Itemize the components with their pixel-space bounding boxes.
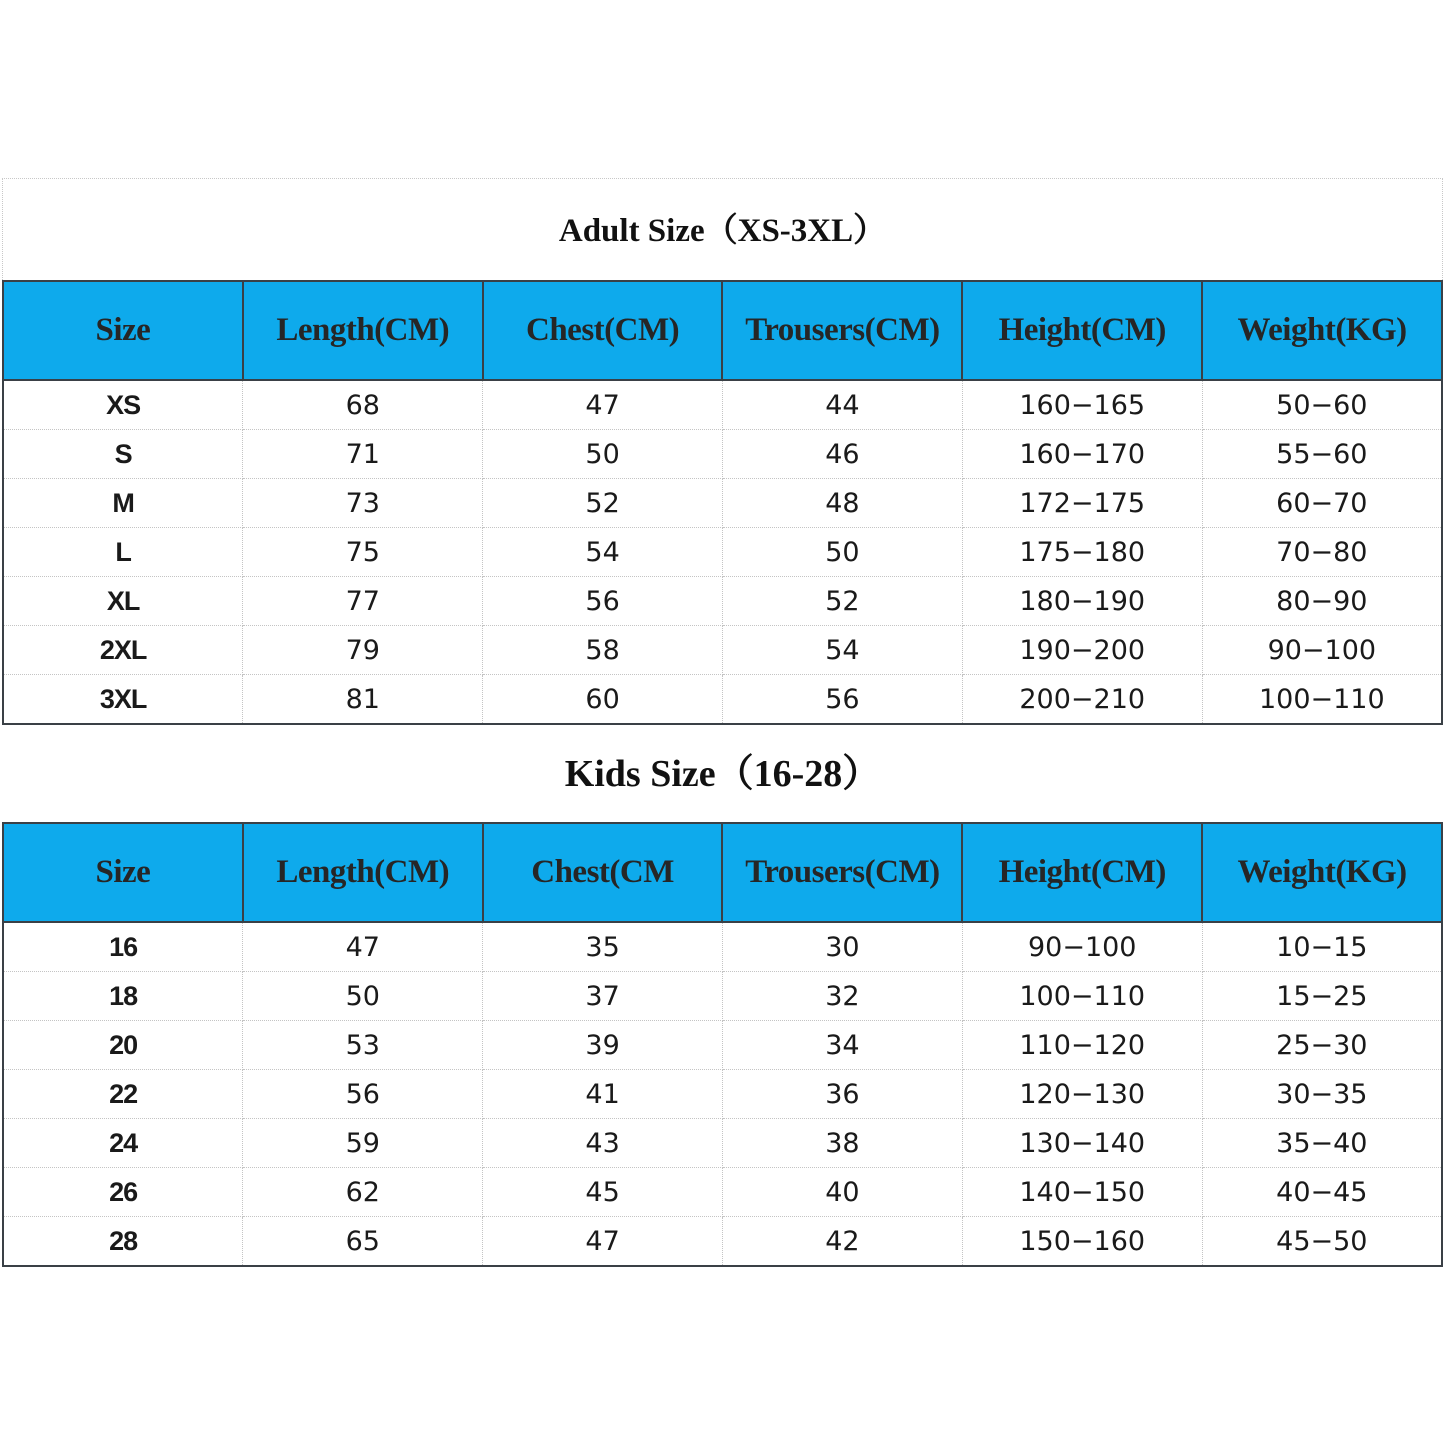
- column-header: Trousers(CM): [722, 823, 962, 922]
- table-cell: 110−120: [962, 1021, 1202, 1070]
- table-cell: 32: [722, 972, 962, 1021]
- table-cell: 10−15: [1202, 922, 1442, 972]
- size-cell: S: [3, 430, 243, 479]
- table-cell: 43: [483, 1119, 723, 1168]
- table-cell: 47: [483, 1217, 723, 1267]
- table-cell: 35−40: [1202, 1119, 1442, 1168]
- table-cell: 77: [243, 577, 483, 626]
- table-row: [3, 1119, 1442, 1168]
- table-cell: 56: [483, 577, 723, 626]
- table-cell: 41: [483, 1070, 723, 1119]
- table-cell: 39: [483, 1021, 723, 1070]
- table-cell: 68: [243, 380, 483, 430]
- table-cell: 50: [483, 430, 723, 479]
- table-row: [3, 675, 1442, 725]
- table-cell: 56: [243, 1070, 483, 1119]
- table-cell: 79: [243, 626, 483, 675]
- column-header: Height(CM): [962, 823, 1202, 922]
- column-header: Weight(KG): [1202, 281, 1442, 380]
- size-cell: 26: [3, 1168, 243, 1217]
- table-cell: 62: [243, 1168, 483, 1217]
- column-header: Weight(KG): [1202, 823, 1442, 922]
- size-cell: L: [3, 528, 243, 577]
- table-row: [3, 1217, 1442, 1267]
- table-cell: 140−150: [962, 1168, 1202, 1217]
- table-cell: 59: [243, 1119, 483, 1168]
- table-cell: 50−60: [1202, 380, 1442, 430]
- column-header: Size: [3, 281, 243, 380]
- table-row: [3, 528, 1442, 577]
- table-cell: 150−160: [962, 1217, 1202, 1267]
- size-cell: 24: [3, 1119, 243, 1168]
- table-cell: 50: [243, 972, 483, 1021]
- table-cell: 175−180: [962, 528, 1202, 577]
- header-row: [3, 823, 1442, 922]
- table-cell: 52: [722, 577, 962, 626]
- column-header: Height(CM): [962, 281, 1202, 380]
- table-cell: 37: [483, 972, 723, 1021]
- table-cell: 46: [722, 430, 962, 479]
- table-cell: 60: [483, 675, 723, 725]
- table-cell: 45: [483, 1168, 723, 1217]
- table-cell: 65: [243, 1217, 483, 1267]
- table-cell: 15−25: [1202, 972, 1442, 1021]
- table-cell: 42: [722, 1217, 962, 1267]
- table-cell: 50: [722, 528, 962, 577]
- adult-size-title: Adult Size（XS-3XL）: [2, 178, 1443, 280]
- table-cell: 73: [243, 479, 483, 528]
- table-cell: 45−50: [1202, 1217, 1442, 1267]
- table-cell: 47: [243, 922, 483, 972]
- table-cell: 54: [483, 528, 723, 577]
- table-cell: 55−60: [1202, 430, 1442, 479]
- header-row: [3, 281, 1442, 380]
- table-cell: 160−170: [962, 430, 1202, 479]
- kids-size-table: [2, 822, 1443, 1267]
- table-cell: 81: [243, 675, 483, 725]
- table-row: [3, 922, 1442, 972]
- table-cell: 58: [483, 626, 723, 675]
- table-row: [3, 380, 1442, 430]
- table-cell: 25−30: [1202, 1021, 1442, 1070]
- column-header: Chest(CM: [483, 823, 723, 922]
- table-cell: 180−190: [962, 577, 1202, 626]
- table-cell: 38: [722, 1119, 962, 1168]
- table-cell: 40−45: [1202, 1168, 1442, 1217]
- size-cell: 20: [3, 1021, 243, 1070]
- table-cell: 200−210: [962, 675, 1202, 725]
- table-row: [3, 626, 1442, 675]
- table-row: [3, 972, 1442, 1021]
- table-cell: 160−165: [962, 380, 1202, 430]
- size-cell: 3XL: [3, 675, 243, 725]
- table-row: [3, 430, 1442, 479]
- table-cell: 70−80: [1202, 528, 1442, 577]
- adult-size-table: [2, 280, 1443, 725]
- table-row: [3, 1168, 1442, 1217]
- column-header: Size: [3, 823, 243, 922]
- column-header: Length(CM): [243, 823, 483, 922]
- table-cell: 100−110: [1202, 675, 1442, 725]
- size-cell: XL: [3, 577, 243, 626]
- table-cell: 48: [722, 479, 962, 528]
- table-cell: 100−110: [962, 972, 1202, 1021]
- size-cell: 18: [3, 972, 243, 1021]
- column-header: Trousers(CM): [722, 281, 962, 380]
- table-cell: 44: [722, 380, 962, 430]
- table-row: [3, 479, 1442, 528]
- table-cell: 190−200: [962, 626, 1202, 675]
- table-cell: 90−100: [962, 922, 1202, 972]
- table-cell: 71: [243, 430, 483, 479]
- table-cell: 172−175: [962, 479, 1202, 528]
- size-cell: 28: [3, 1217, 243, 1267]
- table-cell: 60−70: [1202, 479, 1442, 528]
- table-cell: 80−90: [1202, 577, 1442, 626]
- size-cell: 16: [3, 922, 243, 972]
- table-cell: 40: [722, 1168, 962, 1217]
- size-cell: XS: [3, 380, 243, 430]
- size-cell: 22: [3, 1070, 243, 1119]
- table-cell: 30: [722, 922, 962, 972]
- table-cell: 52: [483, 479, 723, 528]
- table-cell: 53: [243, 1021, 483, 1070]
- table-cell: 130−140: [962, 1119, 1202, 1168]
- table-cell: 90−100: [1202, 626, 1442, 675]
- table-cell: 120−130: [962, 1070, 1202, 1119]
- size-chart: [2, 178, 1443, 1266]
- table-cell: 36: [722, 1070, 962, 1119]
- size-cell: M: [3, 479, 243, 528]
- table-row: [3, 1021, 1442, 1070]
- column-header: Chest(CM): [483, 281, 723, 380]
- table-row: [3, 577, 1442, 626]
- table-cell: 54: [722, 626, 962, 675]
- size-cell: 2XL: [3, 626, 243, 675]
- table-row: [3, 1070, 1442, 1119]
- table-cell: 56: [722, 675, 962, 725]
- column-header: Length(CM): [243, 281, 483, 380]
- table-cell: 47: [483, 380, 723, 430]
- table-cell: 34: [722, 1021, 962, 1070]
- table-cell: 35: [483, 922, 723, 972]
- table-cell: 30−35: [1202, 1070, 1442, 1119]
- kids-size-title: Kids Size（16-28）: [564, 753, 881, 795]
- table-cell: 75: [243, 528, 483, 577]
